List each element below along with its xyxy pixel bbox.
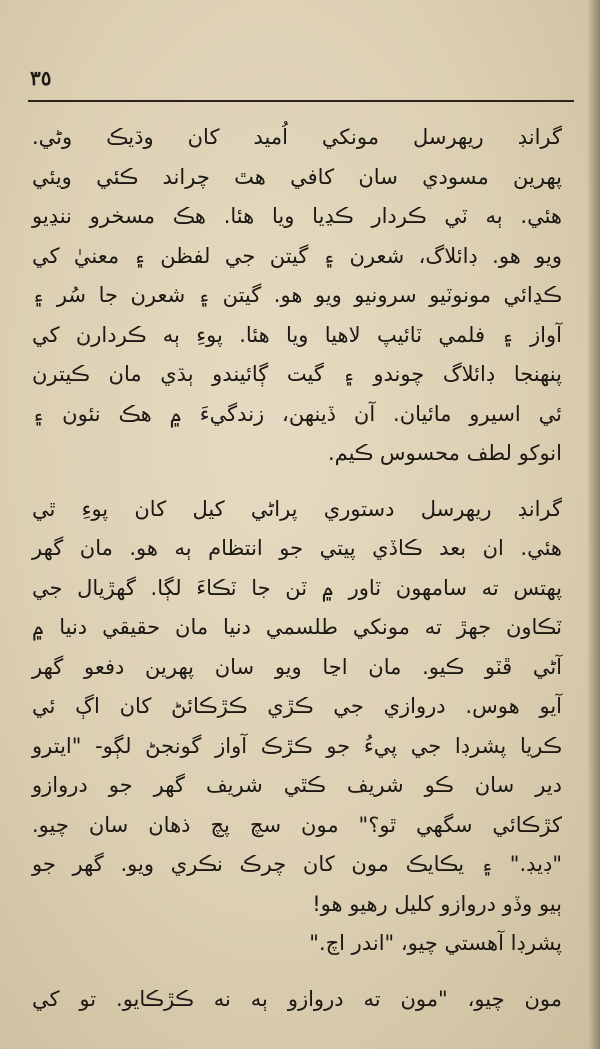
page-number: ٣٥ [30,66,52,90]
body-text [32,118,562,1019]
text-line: آواز ۽ فلمي ٽائيپ لاهيا ويا هئا. پوءِ ٻه ڪردارن کي [32,322,562,347]
header-rule [28,100,574,102]
text-line: ٻيو وڏو دروازو کليل رهيو هو! [312,891,562,916]
text-line: آڻي ڦٽو ڪيو. مان اڃا ويو سان پهرين دفعو گهر [32,654,562,679]
text-line: گرانڊ ريهرسل دستوري پراڻي کيل کان پوءِ ٿي [32,496,562,521]
text-line: پنهنجا ڊائلاگ چوندو ۽ گيت ڳائيندو ٻڌي مان ڪيترن [32,362,562,386]
text-line: هئي. ان بعد ڪاڏي پيتي جو انتظام ٻه هو. مان گهر [32,536,562,560]
text-line: پهرين مسودي سان کافي هٿ چراند ڪئي ويئي [32,164,562,189]
text-line: گرانڊ ريهرسل مونکي اُميد کان وڌيڪ وڻي. [32,125,562,149]
text-line: پهتس ته سامهون ٽاور ۾ ٽن جا ٽڪاءَ لڳا. گهڙيال جي [32,575,562,600]
text-line: ڪريا پشرڊا جي پيءُ جو ڪڙڪ آواز گونجڻ لڳو- "ايترو [32,733,562,758]
text-line: ئي اسيرو مائيان. آن ڏينهن، زندگيءَ ۾ هڪ نئون ۽ [32,401,562,426]
text-line: پشرڊا آهستي چيو، "اندر اچ." [309,931,562,955]
text-line: انوکو لطف محسوس ڪيم. [327,441,562,465]
paragraph-1 [32,118,562,474]
text-line: "ڊيڊ." ۽ يڪايڪ مون کان چرڪ نڪري ويو. گهر جو [32,852,562,876]
text-line: ويو هو. ڊائلاگ، شعرن ۽ گيتن جي لفظن ۽ معنيٰ کي [32,243,562,268]
paragraph-3 [32,980,562,1020]
text-line: مون چيو، "مون ته دروازو ٻه نه ڪڙڪايو. تو کي [32,986,562,1011]
text-line: ڪڍائي مونوٽيو سرونيو ويو هو. گيتن ۽ شعرن جا سُر ۽ [32,283,562,307]
page-edge-shadow [588,0,600,1049]
text-line: ٽڪاون جهڙ ته مونکي طلسمي دنيا مان حقيقي دنيا ۾ [32,615,562,639]
text-line: آيو هوس. دروازي جي ڪڙي ڪڙڪائڻ کان اڳ ئي [32,694,562,718]
text-line: دير سان ڪو شريف ڪٿي شريف گهر جو دروازو [32,773,562,797]
text-line: هئي. ٻه ٽي ڪردار ڪڍيا ويا هئا. هڪ مسخرو ننڍيو [32,204,562,228]
text-line: کڙڪائي سگهي ٿو؟" مون سچ پچ ذهان سان چيو. [32,812,562,837]
paragraph-2 [32,490,562,964]
